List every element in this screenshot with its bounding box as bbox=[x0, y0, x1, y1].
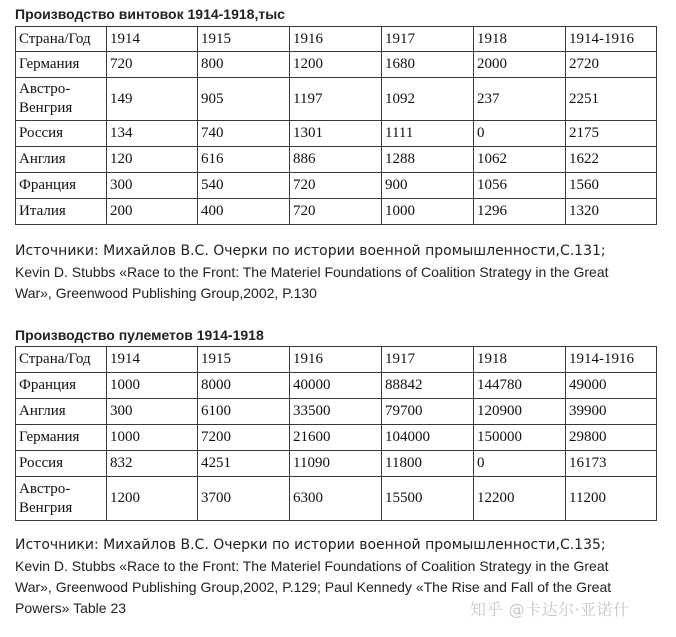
value-cell: 0 bbox=[474, 451, 566, 477]
header-cell: Страна/Год bbox=[16, 27, 107, 52]
value-cell: 11800 bbox=[382, 451, 474, 477]
country-cell: Россия bbox=[16, 451, 107, 477]
country-cell: Франция bbox=[16, 373, 107, 399]
value-cell: 2251 bbox=[566, 78, 657, 121]
value-cell: 540 bbox=[198, 173, 290, 199]
value-cell: 740 bbox=[198, 121, 290, 147]
value-cell: 800 bbox=[198, 52, 290, 78]
value-cell: 1680 bbox=[382, 52, 474, 78]
header-cell: 1916 bbox=[290, 27, 382, 52]
value-cell: 150000 bbox=[474, 425, 566, 451]
header-row bbox=[16, 347, 657, 373]
value-cell: 237 bbox=[474, 78, 566, 121]
value-cell: 2175 bbox=[566, 121, 657, 147]
country-cell: Италия bbox=[16, 199, 107, 225]
value-cell: 2720 bbox=[566, 52, 657, 78]
value-cell: 1056 bbox=[474, 173, 566, 199]
header-cell: 1915 bbox=[198, 347, 290, 373]
value-cell: 11090 bbox=[290, 451, 382, 477]
header-row bbox=[16, 27, 657, 52]
country-cell: Англия bbox=[16, 399, 107, 425]
table-row bbox=[16, 451, 657, 477]
header-cell: 1917 bbox=[382, 347, 474, 373]
value-cell: 33500 bbox=[290, 399, 382, 425]
value-cell: 616 bbox=[198, 147, 290, 173]
value-cell: 1320 bbox=[566, 199, 657, 225]
country-cell: Австро-Венгрия bbox=[16, 477, 107, 521]
table-row bbox=[16, 399, 657, 425]
rifles-title: Производство винтовок 1914-1918,тыс bbox=[15, 6, 285, 22]
value-cell: 1288 bbox=[382, 147, 474, 173]
header-cell: 1917 bbox=[382, 27, 474, 52]
mg-source-line: Kevin D. Stubbs «Race to the Front: The Materiel Foundations of Coalition Strategy in the Great bbox=[15, 558, 609, 574]
value-cell: 400 bbox=[198, 199, 290, 225]
table-row bbox=[16, 199, 657, 225]
value-cell: 120 bbox=[107, 147, 198, 173]
country-cell: Германия bbox=[16, 425, 107, 451]
value-cell: 1622 bbox=[566, 147, 657, 173]
header-cell: 1916 bbox=[290, 347, 382, 373]
value-cell: 120900 bbox=[474, 399, 566, 425]
mg-source-line: Powers» Table 23 bbox=[15, 600, 127, 616]
value-cell: 1092 bbox=[382, 78, 474, 121]
rifles-sources bbox=[15, 241, 665, 304]
value-cell: 1200 bbox=[107, 477, 198, 521]
country-cell: Германия bbox=[16, 52, 107, 78]
value-cell: 11200 bbox=[566, 477, 657, 521]
table-row bbox=[16, 147, 657, 173]
machine-guns-title: Производство пулеметов 1914-1918 bbox=[15, 327, 264, 343]
value-cell: 1000 bbox=[107, 373, 198, 399]
rifles-source-line: Kevin D. Stubbs «Race to the Front: The Materiel Foundations of Coalition Strategy in the Great bbox=[15, 264, 609, 280]
value-cell: 1000 bbox=[382, 199, 474, 225]
value-cell: 1062 bbox=[474, 147, 566, 173]
value-cell: 905 bbox=[198, 78, 290, 121]
value-cell: 720 bbox=[107, 52, 198, 78]
value-cell: 39900 bbox=[566, 399, 657, 425]
header-cell: 1914 bbox=[107, 27, 198, 52]
header-cell: 1914-1916 bbox=[566, 27, 657, 52]
table-row bbox=[16, 78, 657, 121]
value-cell: 144780 bbox=[474, 373, 566, 399]
table-row bbox=[16, 52, 657, 78]
value-cell: 1111 bbox=[382, 121, 474, 147]
value-cell: 720 bbox=[290, 173, 382, 199]
table-row bbox=[16, 477, 657, 521]
value-cell: 1000 bbox=[107, 425, 198, 451]
value-cell: 49000 bbox=[566, 373, 657, 399]
header-cell: 1918 bbox=[474, 27, 566, 52]
rifles-source-line: War», Greenwood Publishing Group,2002, P.130 bbox=[15, 285, 317, 301]
value-cell: 300 bbox=[107, 173, 198, 199]
value-cell: 886 bbox=[290, 147, 382, 173]
value-cell: 40000 bbox=[290, 373, 382, 399]
value-cell: 1301 bbox=[290, 121, 382, 147]
value-cell: 3700 bbox=[198, 477, 290, 521]
machine-guns-table bbox=[15, 346, 657, 521]
value-cell: 12200 bbox=[474, 477, 566, 521]
value-cell: 29800 bbox=[566, 425, 657, 451]
value-cell: 4251 bbox=[198, 451, 290, 477]
value-cell: 21600 bbox=[290, 425, 382, 451]
country-cell: Россия bbox=[16, 121, 107, 147]
value-cell: 200 bbox=[107, 199, 198, 225]
country-cell: Англия bbox=[16, 147, 107, 173]
header-cell: Страна/Год bbox=[16, 347, 107, 373]
value-cell: 104000 bbox=[382, 425, 474, 451]
value-cell: 300 bbox=[107, 399, 198, 425]
table-row bbox=[16, 373, 657, 399]
value-cell: 7200 bbox=[198, 425, 290, 451]
value-cell: 720 bbox=[290, 199, 382, 225]
table-row bbox=[16, 425, 657, 451]
value-cell: 1296 bbox=[474, 199, 566, 225]
value-cell: 149 bbox=[107, 78, 198, 121]
rifles-table bbox=[15, 26, 657, 225]
header-cell: 1914 bbox=[107, 347, 198, 373]
value-cell: 6300 bbox=[290, 477, 382, 521]
value-cell: 88842 bbox=[382, 373, 474, 399]
value-cell: 79700 bbox=[382, 399, 474, 425]
value-cell: 16173 bbox=[566, 451, 657, 477]
value-cell: 1197 bbox=[290, 78, 382, 121]
rifles-source-line: Источники: Михайлов В.С. Очерки по истории военной промышленности,С.131; bbox=[15, 243, 606, 259]
mg-source-line: War», Greenwood Publishing Group,2002, P.129; Paul Kennedy «The Rise and Fall of the Great bbox=[15, 579, 612, 595]
mg-source-line: Источники: Михайлов В.С. Очерки по истории военной промышленности,С.135; bbox=[15, 537, 606, 553]
value-cell: 832 bbox=[107, 451, 198, 477]
value-cell: 134 bbox=[107, 121, 198, 147]
value-cell: 1200 bbox=[290, 52, 382, 78]
table-row bbox=[16, 121, 657, 147]
table-row bbox=[16, 173, 657, 199]
country-cell: Франция bbox=[16, 173, 107, 199]
value-cell: 15500 bbox=[382, 477, 474, 521]
value-cell: 0 bbox=[474, 121, 566, 147]
value-cell: 8000 bbox=[198, 373, 290, 399]
header-cell: 1915 bbox=[198, 27, 290, 52]
value-cell: 6100 bbox=[198, 399, 290, 425]
header-cell: 1914-1916 bbox=[566, 347, 657, 373]
header-cell: 1918 bbox=[474, 347, 566, 373]
value-cell: 2000 bbox=[474, 52, 566, 78]
value-cell: 900 bbox=[382, 173, 474, 199]
country-cell: Австро-Венгрия bbox=[16, 78, 107, 121]
value-cell: 1560 bbox=[566, 173, 657, 199]
watermark: 知乎 @卡达尔·亚诺什 bbox=[470, 600, 630, 619]
